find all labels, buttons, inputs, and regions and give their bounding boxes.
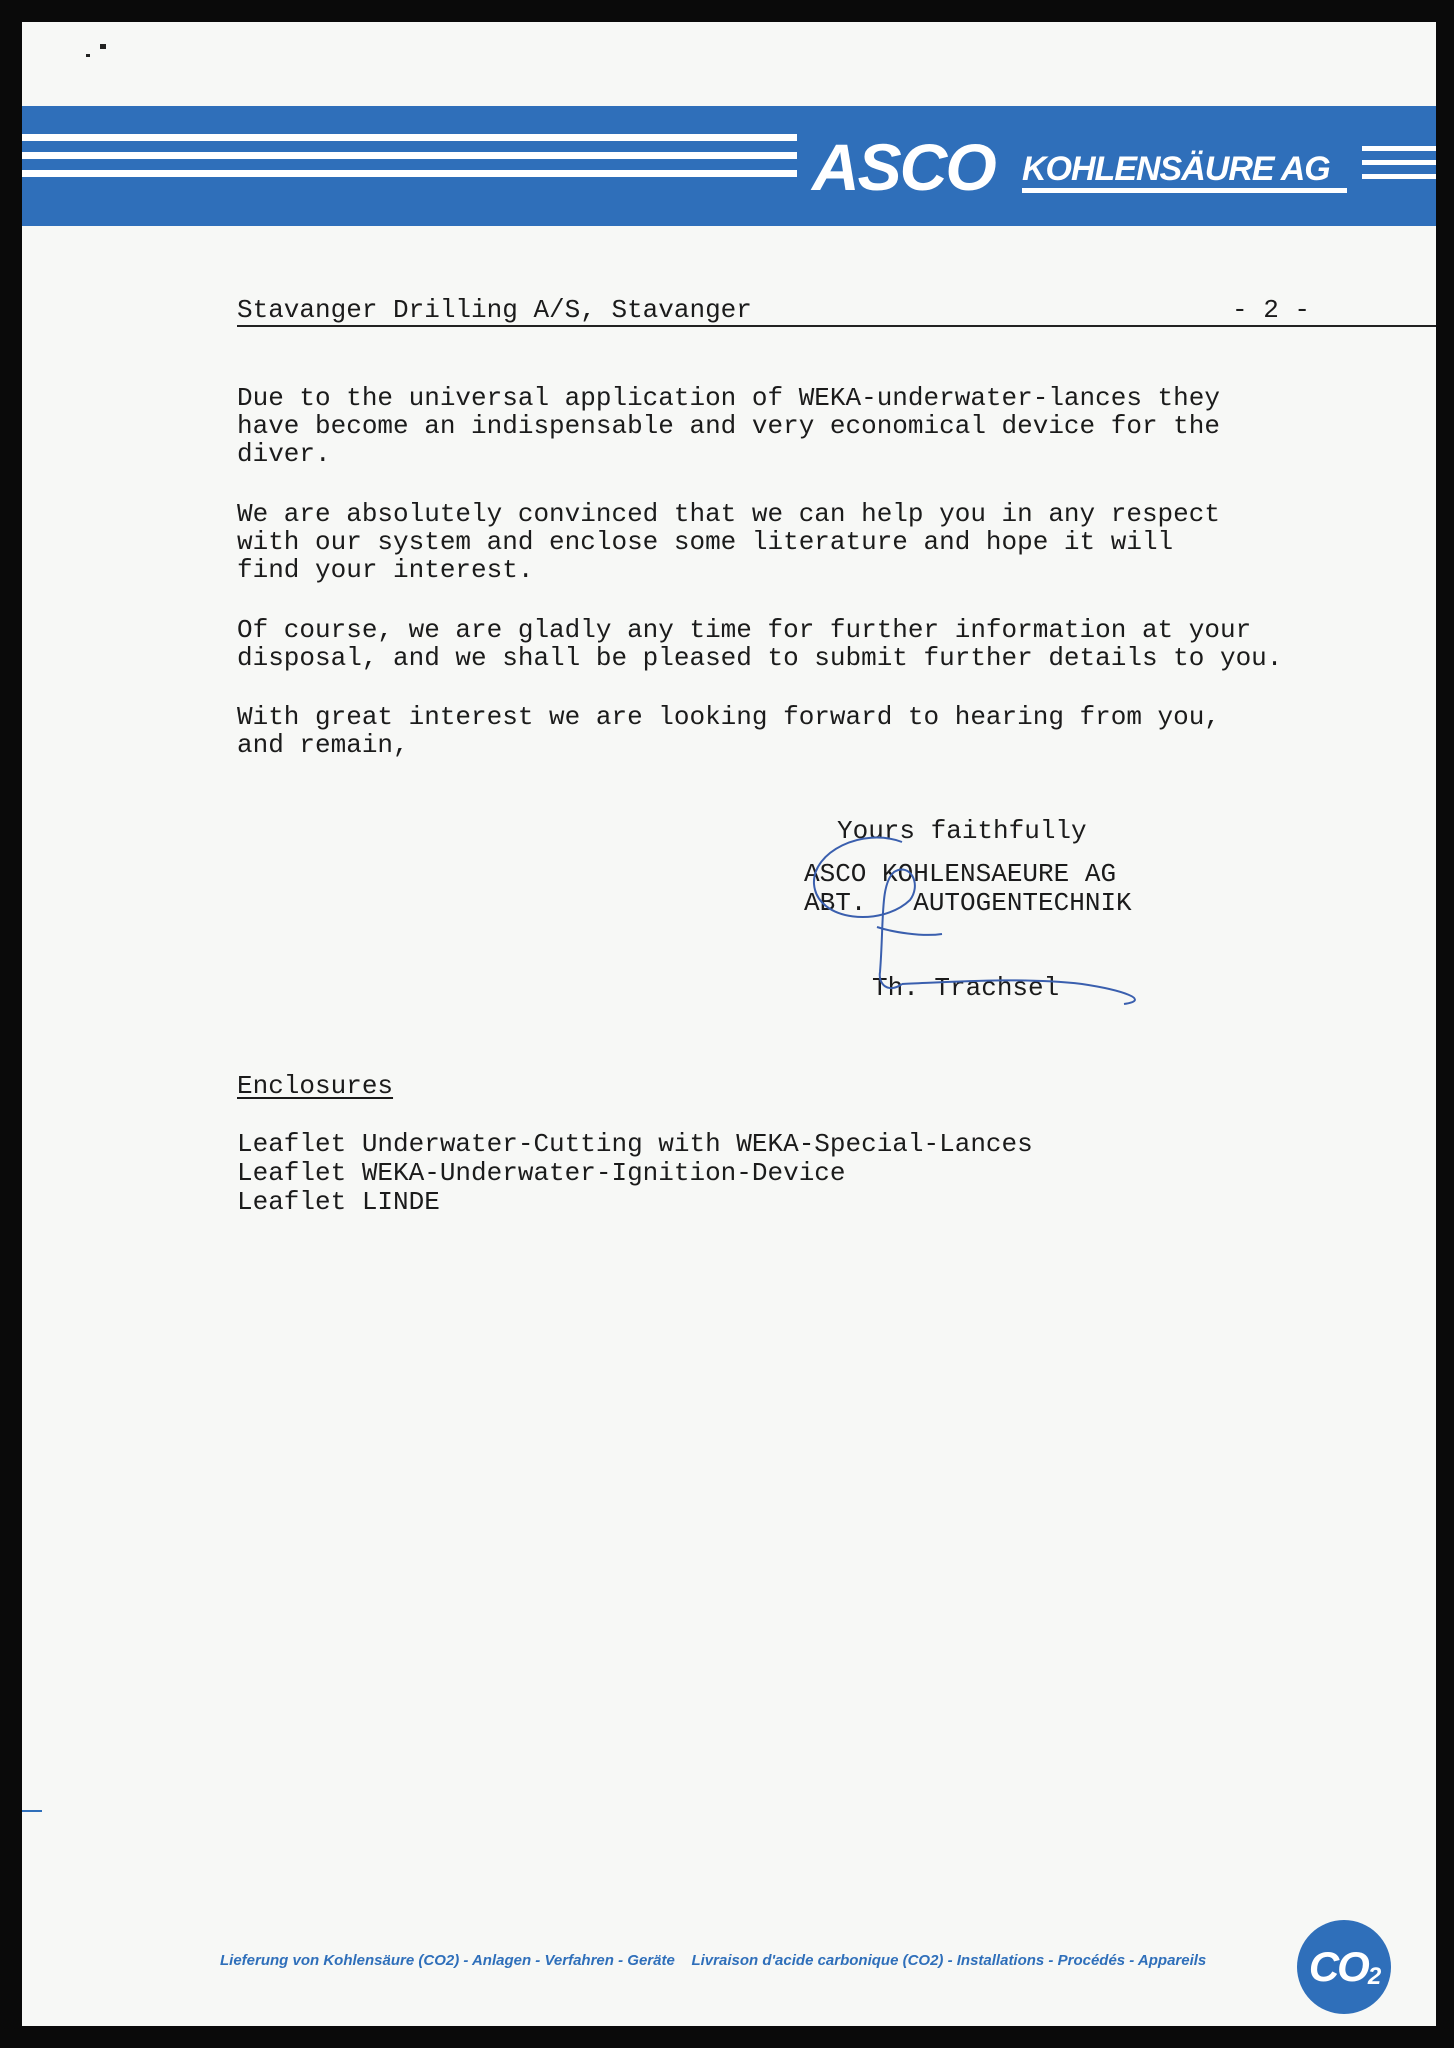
company-logo-subtitle: KOHLENSÄURE AG	[1022, 150, 1330, 188]
addressee-header: Stavanger Drilling A/S, Stavanger	[237, 295, 752, 325]
enclosures-heading: Enclosures	[237, 1071, 394, 1101]
banner-stripe	[1362, 146, 1436, 151]
signer-name: Th. Trachsel	[872, 973, 1060, 1003]
body-paragraph: With great interest we are looking forward to hearing from you, and remain,	[237, 702, 1220, 760]
letter-page	[22, 22, 1436, 2026]
paper-speck	[86, 54, 90, 57]
banner-stripe	[1022, 188, 1347, 193]
closing-department: ABT. AUTOGENTECHNIK	[804, 888, 1132, 918]
co2-badge-text: CO	[1308, 1943, 1368, 1990]
page-number: - 2 -	[1232, 295, 1311, 325]
banner-stripe	[22, 134, 797, 141]
banner-stripe	[22, 170, 797, 177]
letterhead-footer: Lieferung von Kohlensäure (CO2) - Anlagen - Verfahren - Geräte Livraison d'acide carbonique (CO2) - Installations - Procédés - Appareils	[220, 1952, 1207, 1969]
banner-stripe	[1362, 174, 1436, 179]
closing-company: ASCO KOHLENSAEURE AG	[804, 859, 1117, 889]
paper-speck	[100, 44, 106, 49]
body-paragraph: Due to the universal application of WEKA-underwater-lances they have become an indispensable and very economical device for the diver.	[237, 383, 1220, 469]
co2-badge	[1297, 1920, 1391, 2014]
margin-mark	[22, 1810, 42, 1812]
letterhead-banner	[22, 106, 1436, 226]
banner-stripe	[22, 152, 797, 159]
co2-badge-subscript: 2	[1367, 1963, 1380, 1990]
enclosure-item: Leaflet Underwater-Cutting with WEKA-Special-Lances	[237, 1129, 1033, 1159]
body-paragraph: We are absolutely convinced that we can help you in any respect with our system and enclose some literature and hope it will find your interest.	[237, 499, 1220, 585]
header-rule	[237, 325, 1436, 327]
body-paragraph: Of course, we are gladly any time for further information at your disposal, and we shall be pleased to submit further details to you.	[237, 615, 1283, 673]
closing-salutation: Yours faithfully	[837, 816, 1087, 846]
enclosure-item: Leaflet LINDE	[237, 1187, 440, 1217]
company-logo: ASCO	[812, 130, 995, 204]
enclosure-item: Leaflet WEKA-Underwater-Ignition-Device	[237, 1158, 846, 1188]
banner-stripe	[1362, 160, 1436, 165]
